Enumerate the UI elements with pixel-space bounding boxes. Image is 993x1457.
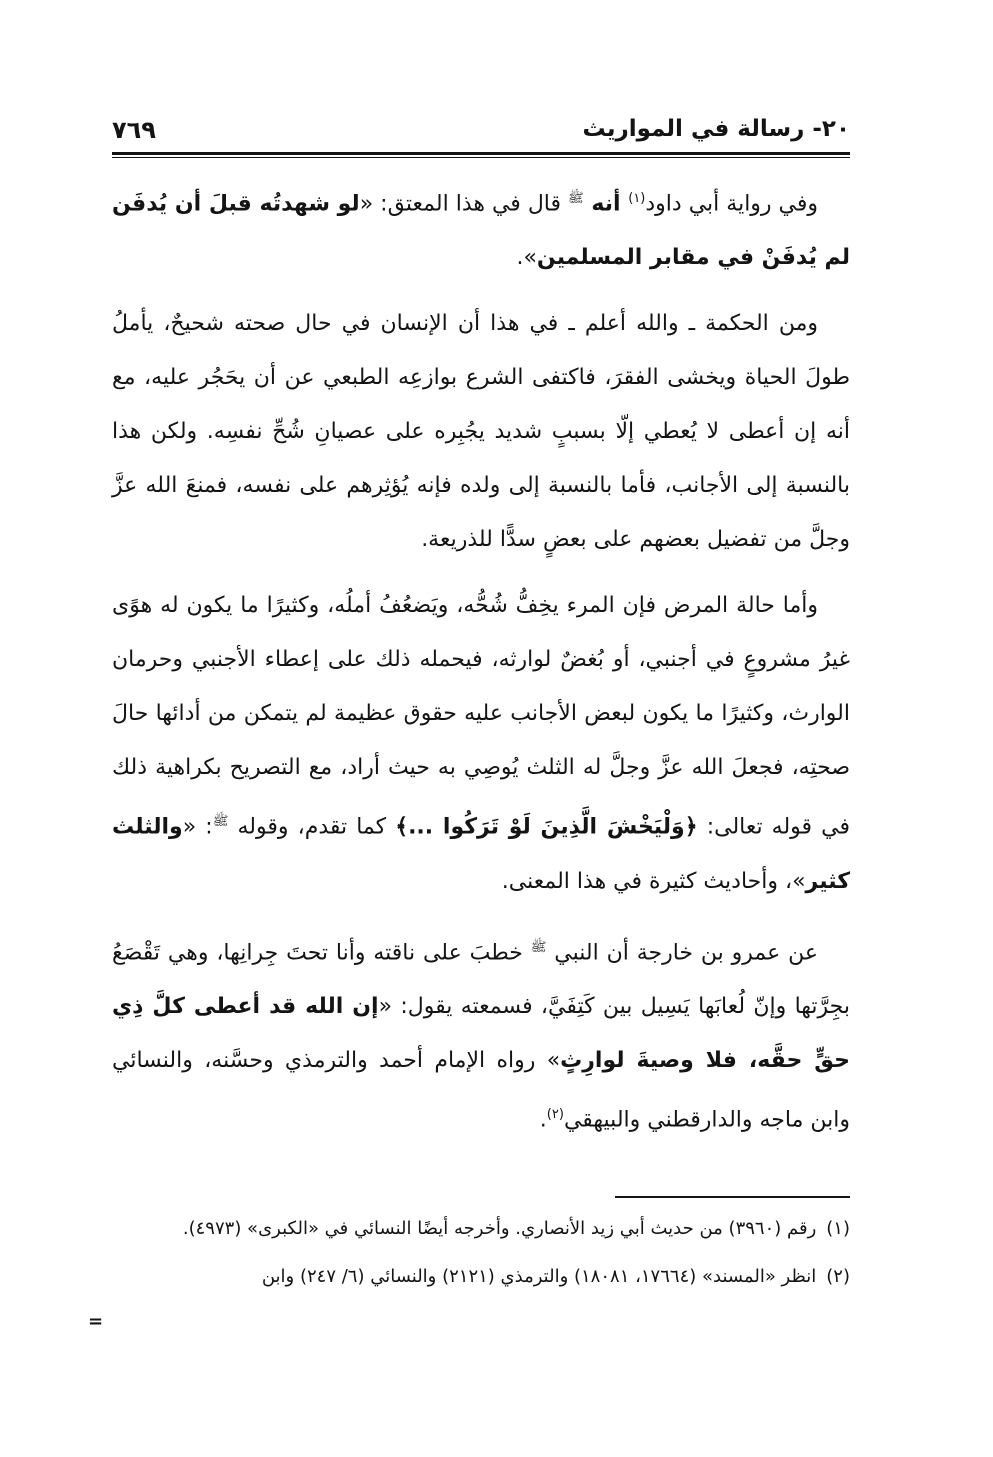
text-run: كما تقدم، وقوله xyxy=(228,814,396,840)
footnotes xyxy=(112,1208,850,1304)
footnote-text: انظر «المسند» (١٧٦٦٤، ١٨٠٨١) والترمذي (٢١٢١) والنسائي (٦/ ٢٤٧) وابن xyxy=(261,1266,817,1287)
footnote-separator xyxy=(615,1196,850,1198)
text-run: » رواه الإمام أحمد والترمذي وحسَّنه، والنسائي وابن ماجه والدارقطني والبيهقي xyxy=(112,1047,850,1133)
chapter-title: ٢٠- رسالة في المواريث xyxy=(582,116,850,142)
text-run: »، وأحاديث كثيرة في هذا المعنى. xyxy=(501,868,806,894)
footnote-reference: (١) xyxy=(628,191,646,206)
text-run: ». xyxy=(516,245,537,271)
honorific-icon: ﷺ xyxy=(568,191,584,206)
footnote-1 xyxy=(112,1208,850,1250)
text-run: وفي رواية أبي داود xyxy=(645,191,819,217)
hadith-quote: إن الله قد أعطى كلَّ ذِي حقٍّ حقَّه، فلا وصيةَ لوارِثٍ xyxy=(112,993,850,1073)
header-rule-thin xyxy=(112,157,850,158)
main-text xyxy=(112,172,850,1147)
running-header xyxy=(112,112,850,152)
text-run: . xyxy=(539,1107,547,1133)
footnote-text: رقم (٣٩٦٠) من حديث أبي زيد الأنصاري. وأخرجه أيضًا النسائي في «الكبرى» (٤٩٧٣). xyxy=(182,1218,817,1239)
paragraph-2: ومن الحكمة ـ والله أعلم ـ في هذا أن الإنسان في حال صحته شحيحٌ، يأملُ طولَ الحياة ويخشى الفقرَ، فاكتفى الشرع بوازعِه الطبعي عن أن يحَجُر عليه، مع أنه إن أعطى لا يُعطي إلّا بسببٍ شديد يجُبِره على عصيانِ شُحِّ نفسِه. ولكن هذا بالنسبة إلى الأجانب، فأما بالنسبة إلى ولده فإنه يُؤثِرهم على نفسه، فمنعَ الله عزَّ وجلَّ من تفضيل بعضهم على بعضٍ سدًّا للذريعة. xyxy=(112,311,850,553)
footnote-reference: (٢) xyxy=(546,1106,564,1122)
paragraph-4 xyxy=(112,921,850,1148)
footnote-number: (١) xyxy=(826,1218,850,1239)
text-run: عن عمرو بن خارجة أن النبي xyxy=(546,939,818,965)
paragraph-1 xyxy=(112,172,850,285)
footnote-number: (٢) xyxy=(826,1266,850,1287)
text-run: : « xyxy=(182,814,213,840)
page-number: ٧٦٩ xyxy=(112,116,156,144)
hadith-quote: لو شهدتُه قبلَ أن يُدفَن لم يُدفَنْ في مقابر المسلمين xyxy=(112,191,850,271)
text-run: أنه xyxy=(583,191,629,217)
text-run: خطبَ على ناقته وأنا تحتَ جِرانِها، وهي تَقْصَعُ بجِرَّتها وإنّ لُعابَها يَسِيل بين كَتِفَيَّ، فسمعته يقول: « xyxy=(112,939,851,1019)
header-rule xyxy=(112,152,850,155)
paragraph-3 xyxy=(112,579,850,908)
honorific-icon: ﷺ xyxy=(212,814,229,830)
footnote-2 xyxy=(112,1256,850,1298)
continuation-mark: = xyxy=(88,1311,104,1332)
hadith-quote: والثلث كثير xyxy=(112,814,850,894)
quran-verse: ﴿وَلْيَخْشَ الَّذِينَ لَوْ تَرَكُوا ...﴾ xyxy=(395,814,698,840)
text-run: قال في هذا المعتق: « xyxy=(359,191,569,217)
text-run: وأما حالة المرض فإن المرء يخِفُّ شُحُّه، ويَضعُفُ أملُه، وكثيرًا ما يكون له هوًى غيرُ مشروعٍ في أجنبي، أو بُغضٌ لوارثه، فيحمله ذلك على إعطاء الأجنبي وحرمان الوارث، وكثيرًا ما يكون لبعض الأجانب عليه حقوق عظيمة لم يتمكن من أدائها حالَ صحتِه، فجعلَ الله عزَّ وجلَّ له الثلث يُوصِي به حيث أراد، مع التصريح بكراهية ذلك في قوله تعالى: xyxy=(112,593,850,840)
honorific-icon: ﷺ xyxy=(530,939,547,955)
